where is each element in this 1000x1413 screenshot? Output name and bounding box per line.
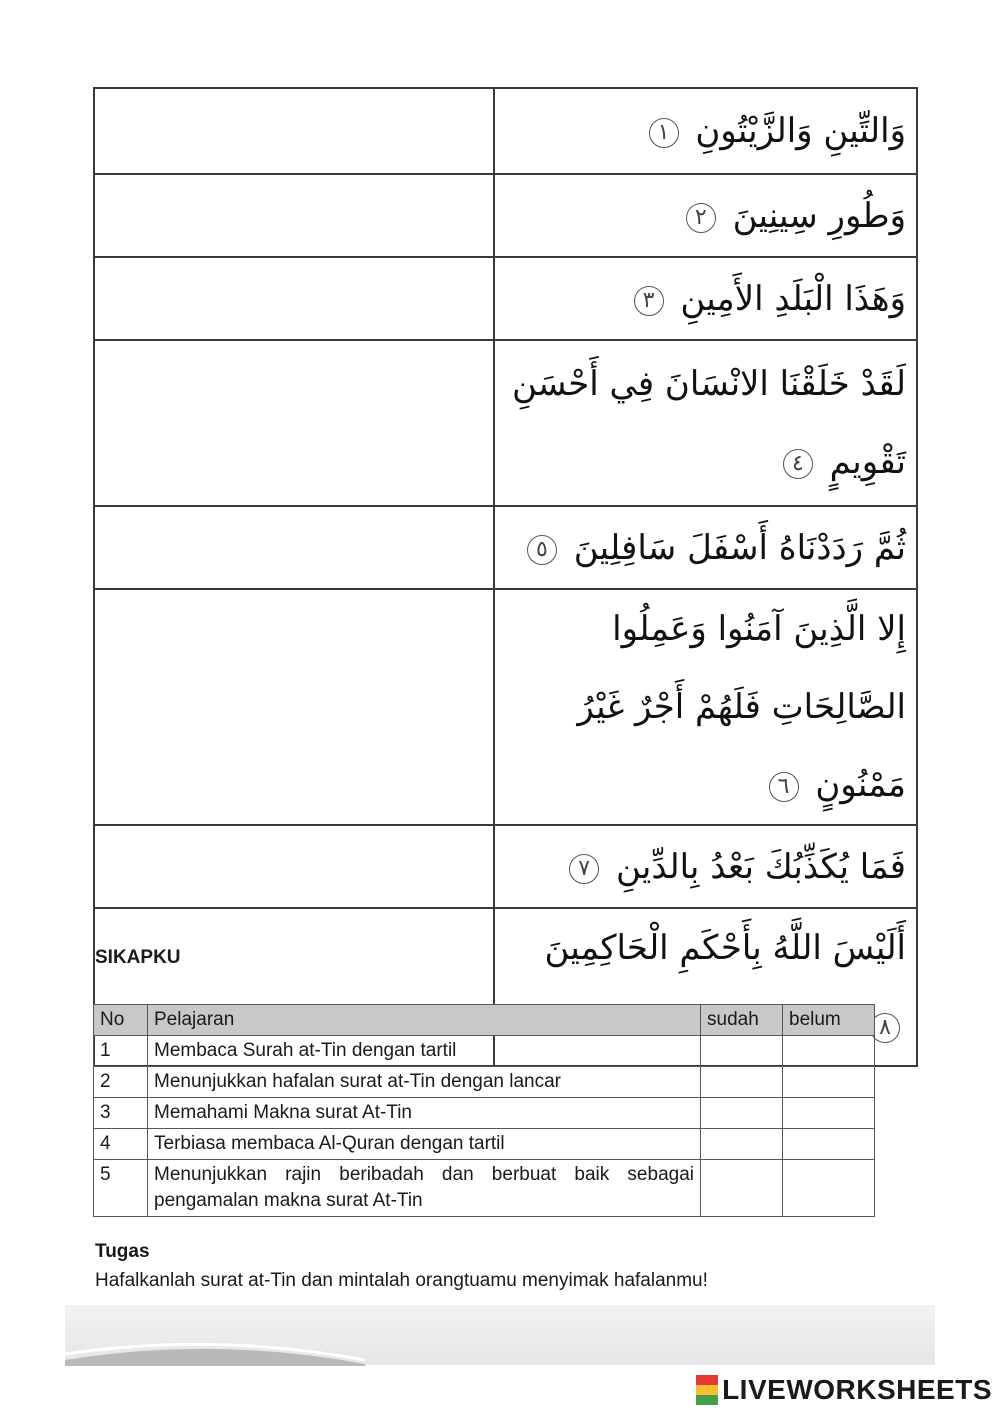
ayah-text: ثُمَّ رَدَدْنَاهُ أَسْفَلَ سَافِلِينَ bbox=[573, 527, 906, 568]
header-sudah: sudah bbox=[701, 1005, 783, 1036]
belum-cell[interactable] bbox=[783, 1067, 875, 1098]
answer-input[interactable] bbox=[95, 691, 493, 724]
row-no: 5 bbox=[94, 1160, 148, 1217]
belum-cell[interactable] bbox=[783, 1160, 875, 1217]
arabic-cell bbox=[494, 589, 917, 825]
sudah-cell[interactable] bbox=[701, 1036, 783, 1067]
answer-input[interactable] bbox=[95, 282, 493, 315]
liveworksheets-icon bbox=[696, 1375, 718, 1405]
belum-cell[interactable] bbox=[783, 1129, 875, 1160]
row-no: 4 bbox=[94, 1129, 148, 1160]
arabic-cell bbox=[494, 88, 917, 174]
sikapku-title: SIKAPKU bbox=[95, 947, 181, 968]
answer-cell[interactable] bbox=[94, 589, 494, 825]
header-no: No bbox=[94, 1005, 148, 1036]
logo-bar-green bbox=[696, 1395, 718, 1405]
row-no: 2 bbox=[94, 1067, 148, 1098]
table-row bbox=[94, 1067, 875, 1098]
logo-bar-red bbox=[696, 1375, 718, 1385]
ayah-text: لَقَدْ خَلَقْنَا الانْسَانَ فِي أَحْسَنِ تَقْوِيمٍ bbox=[512, 364, 906, 482]
ayat-row bbox=[94, 257, 917, 340]
arabic-cell bbox=[494, 825, 917, 908]
ayat-row bbox=[94, 88, 917, 174]
sikap-table bbox=[93, 1004, 875, 1217]
ayat-row bbox=[94, 174, 917, 257]
ayat-row bbox=[94, 340, 917, 506]
table-row bbox=[94, 1098, 875, 1129]
ayat-row bbox=[94, 506, 917, 589]
row-pelajaran: Memahami Makna surat At-Tin bbox=[148, 1098, 701, 1129]
sudah-cell[interactable] bbox=[701, 1098, 783, 1129]
belum-cell[interactable] bbox=[783, 1036, 875, 1067]
arabic-cell bbox=[494, 174, 917, 257]
row-pelajaran: Menunjukkan rajin beribadah dan berbuat baik sebagai pengamalan makna surat At-Tin bbox=[148, 1160, 701, 1217]
ayah-text: وَالتِّينِ وَالزَّيْتُونِ bbox=[695, 111, 906, 151]
tugas-text: Hafalkanlah surat at-Tin dan mintalah orangtuamu menyimak hafalanmu! bbox=[95, 1270, 708, 1291]
row-pelajaran: Terbiasa membaca Al-Quran dengan tartil bbox=[148, 1129, 701, 1160]
sudah-cell[interactable] bbox=[701, 1129, 783, 1160]
answer-cell[interactable] bbox=[94, 88, 494, 174]
ayah-text: وَهَذَا الْبَلَدِ الأَمِينِ bbox=[680, 278, 906, 319]
ayah-number-icon: ٤ bbox=[783, 449, 813, 479]
ayah-number-icon: ٦ bbox=[769, 772, 799, 802]
belum-cell[interactable] bbox=[783, 1098, 875, 1129]
table-row bbox=[94, 1160, 875, 1217]
answer-input[interactable] bbox=[95, 407, 493, 440]
answer-input[interactable] bbox=[95, 850, 493, 883]
answer-input[interactable] bbox=[95, 531, 493, 564]
ayah-text: وَطُورِ سِينِينَ bbox=[732, 195, 906, 236]
arabic-cell bbox=[494, 340, 917, 506]
header-belum: belum bbox=[783, 1005, 875, 1036]
liveworksheets-logo bbox=[696, 1374, 992, 1406]
row-pelajaran: Menunjukkan hafalan surat at-Tin dengan lancar bbox=[148, 1067, 701, 1098]
row-no: 3 bbox=[94, 1098, 148, 1129]
answer-input[interactable] bbox=[95, 115, 493, 148]
logo-bar-yellow bbox=[696, 1385, 718, 1395]
brand-name: LIVEWORKSHEETS bbox=[722, 1374, 992, 1405]
answer-cell[interactable] bbox=[94, 506, 494, 589]
tugas-title: Tugas bbox=[95, 1241, 150, 1262]
footer-swoosh-icon bbox=[65, 1330, 365, 1366]
ayat-row bbox=[94, 825, 917, 908]
table-row bbox=[94, 1129, 875, 1160]
sudah-cell[interactable] bbox=[701, 1067, 783, 1098]
table-row bbox=[94, 1036, 875, 1067]
ayah-text: فَمَا يُكَذِّبُكَ بَعْدُ بِالدِّينِ bbox=[616, 846, 906, 887]
row-pelajaran: Membaca Surah at-Tin dengan tartil bbox=[148, 1036, 701, 1067]
answer-cell[interactable] bbox=[94, 340, 494, 506]
sikap-header-row bbox=[94, 1005, 875, 1036]
arabic-cell bbox=[494, 257, 917, 340]
row-no: 1 bbox=[94, 1036, 148, 1067]
answer-input[interactable] bbox=[95, 199, 493, 232]
answer-cell[interactable] bbox=[94, 825, 494, 908]
header-pelajaran: Pelajaran bbox=[148, 1005, 701, 1036]
ayah-number-icon: ٧ bbox=[569, 854, 599, 884]
ayah-number-icon: ١ bbox=[649, 118, 679, 148]
ayah-text: إِلا الَّذِينَ آمَنُوا وَعَمِلُوا الصَّالِحَاتِ فَلَهُمْ أَجْرٌ غَيْرُ مَمْنُونٍ bbox=[577, 609, 906, 805]
answer-cell[interactable] bbox=[94, 174, 494, 257]
ayat-table bbox=[93, 87, 918, 1067]
ayah-text: أَلَيْسَ اللَّهُ بِأَحْكَمِ الْحَاكِمِينَ bbox=[544, 928, 906, 968]
sudah-cell[interactable] bbox=[701, 1160, 783, 1217]
ayat-row bbox=[94, 589, 917, 825]
ayah-number-icon: ٣ bbox=[634, 286, 664, 316]
ayah-number-icon: ٥ bbox=[527, 535, 557, 565]
answer-cell[interactable] bbox=[94, 257, 494, 340]
ayah-number-icon: ٨ bbox=[870, 1013, 900, 1043]
ayah-number-icon: ٢ bbox=[686, 203, 716, 233]
answer-input[interactable] bbox=[95, 971, 493, 1004]
arabic-cell bbox=[494, 506, 917, 589]
